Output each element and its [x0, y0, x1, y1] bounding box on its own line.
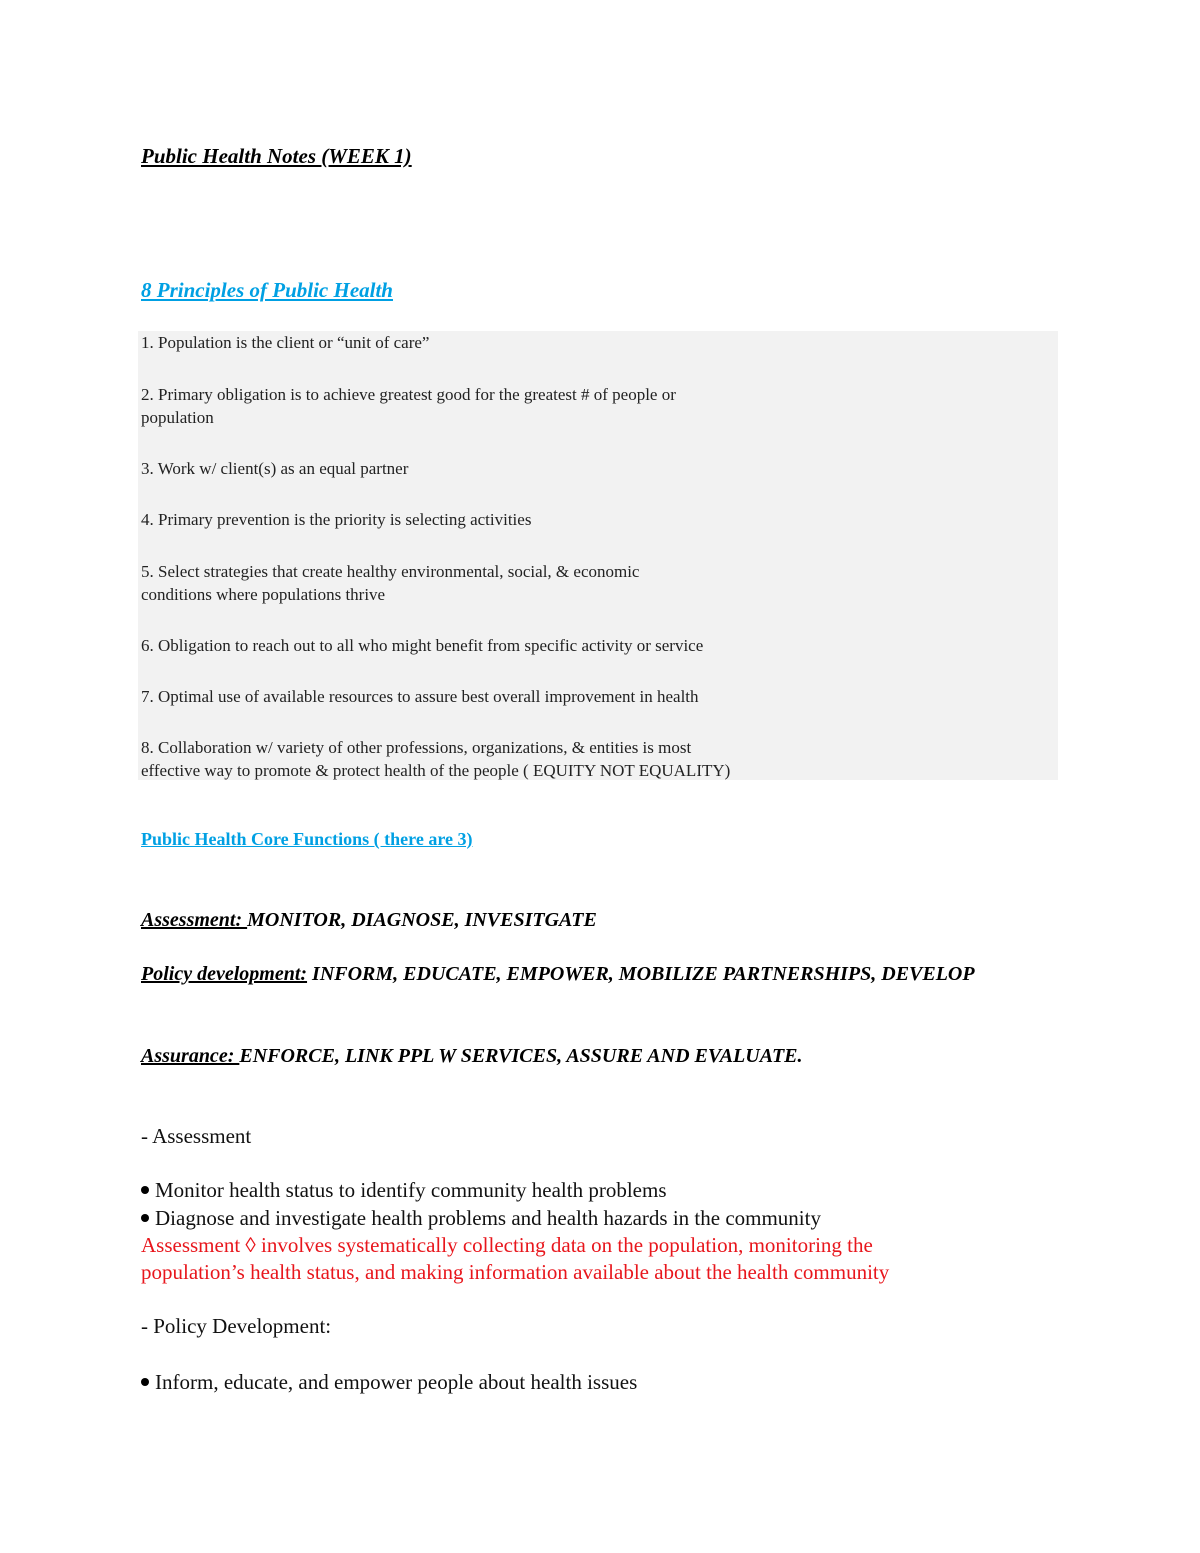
bullet-icon: [141, 1186, 149, 1194]
bullet-icon: [141, 1378, 149, 1386]
assessment-bullet-1-text: Monitor health status to identify community health problems: [155, 1178, 667, 1202]
bullet-icon: [141, 1214, 149, 1222]
principle-5-cont: conditions where populations thrive: [141, 585, 386, 604]
principle-8: 8. Collaboration w/ variety of other professions, organizations, & entities is most: [141, 738, 692, 757]
assessment-note-line-1: Assessment ◊ involves systematically collecting data on the population, monitoring the: [141, 1233, 873, 1257]
function-assurance-text: ENFORCE, LINK PPL W SERVICES, ASSURE AND EVALUATE.: [239, 1045, 803, 1067]
function-assurance: [141, 1043, 1041, 1070]
function-policy-text: INFORM, EDUCATE, EMPOWER, MOBILIZE PARTNERSHIPS, DEVELOP: [307, 963, 975, 985]
function-policy-label: Policy development:: [141, 963, 308, 985]
assessment-note-line-2: population’s health status, and making information available about the health community: [141, 1260, 890, 1284]
principle-8-cont: effective way to promote & protect health of the people ( EQUITY NOT EQUALITY): [141, 761, 731, 780]
principle-3: 3. Work w/ client(s) as an equal partner: [141, 459, 409, 478]
assessment-bullet-2: [141, 1205, 821, 1232]
principle-4: 4. Primary prevention is the priority is selecting activities: [141, 510, 532, 529]
policy-bullet-1: [141, 1369, 637, 1396]
assessment-section-heading: - Assessment: [141, 1124, 252, 1148]
assessment-bullet-1: [141, 1177, 667, 1204]
function-assurance-label: Assurance:: [141, 1045, 240, 1067]
principle-7: 7. Optimal use of available resources to assure best overall improvement in health: [141, 687, 699, 706]
document-title: Public Health Notes (WEEK 1): [141, 144, 412, 168]
principle-5: 5. Select strategies that create healthy environmental, social, & economic: [141, 562, 640, 581]
principle-6: 6. Obligation to reach out to all who might benefit from specific activity or service: [141, 636, 704, 655]
policy-bullet-1-text: Inform, educate, and empower people about health issues: [155, 1370, 638, 1394]
function-assessment: [141, 907, 1041, 934]
principle-2: 2. Primary obligation is to achieve greatest good for the greatest # of people or: [141, 385, 676, 404]
function-assessment-text: MONITOR, DIAGNOSE, INVESITGATE: [247, 909, 597, 931]
principle-1: 1. Population is the client or “unit of care”: [141, 333, 430, 352]
function-assessment-label: Assessment:: [141, 909, 248, 931]
function-policy: [141, 961, 1041, 988]
assessment-bullet-2-text: Diagnose and investigate health problems and health hazards in the community: [155, 1206, 821, 1230]
principle-2-cont: population: [141, 408, 214, 427]
core-functions-heading: Public Health Core Functions ( there are 3): [141, 829, 473, 849]
policy-section-heading: - Policy Development:: [141, 1314, 332, 1338]
principles-heading: 8 Principles of Public Health: [141, 278, 393, 302]
